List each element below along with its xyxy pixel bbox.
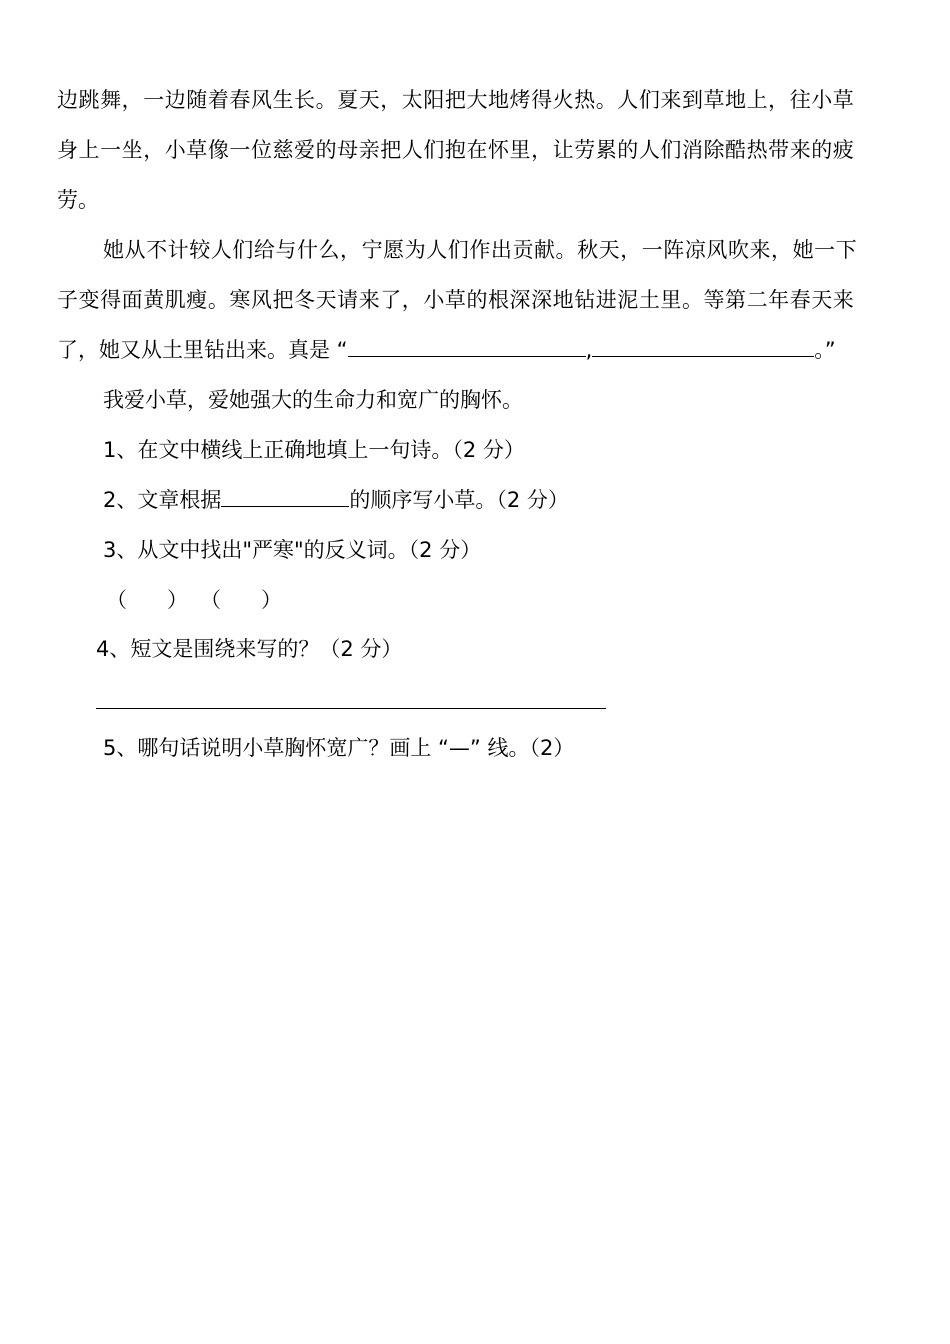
paren-close-1: ） (167, 588, 188, 612)
poem-blank-2[interactable] (592, 336, 814, 357)
passage-p2-line2: 子变得面黄肌瘦。寒风把冬天请来了，小草的根深深地钻进泥土里。等第二年春天来 (57, 288, 855, 312)
question-3: 3、从文中找出"严寒"的反义词。（2 分） (103, 538, 482, 562)
question-2-blank[interactable] (221, 486, 349, 507)
passage-p1-line2: 身上一坐，小草像一位慈爱的母亲把人们抱在怀里，让劳累的人们消除酷热带来的疲 (57, 138, 855, 162)
passage-p1-line1: 边跳舞，一边随着春风生长。夏天，太阳把大地烤得火热。人们来到草地上，往小草 (57, 88, 855, 112)
passage-p2-line3-text: 了，她又从土里钻出来。真是 “ (57, 338, 348, 362)
question-2 (103, 485, 569, 515)
passage-p2-line3 (57, 335, 836, 365)
paren-close-2: ） (261, 588, 282, 612)
poem-closing: 。” (814, 338, 836, 362)
question-2-text-post: 的顺序写小草。（2 分） (349, 488, 569, 512)
question-2-text-pre: 2、文章根据 (103, 488, 222, 512)
paren-open-2: （ (200, 588, 221, 612)
question-4-answer-line[interactable] (96, 708, 606, 709)
question-1: 1、在文中横线上正确地填上一句诗。（2 分） (103, 438, 525, 462)
passage-p2-line1: 她从不计较人们给与什么，宁愿为人们作出贡献。秋天，一阵凉风吹来，她一下 (103, 238, 858, 262)
poem-blank-1[interactable] (348, 336, 586, 357)
question-5: 5、哪句话说明小草胸怀宽广？画上 “—” 线。（2） (103, 736, 575, 760)
paren-open-1: （ (106, 588, 127, 612)
question-3-answer-parens (106, 585, 282, 615)
passage-p1-line3: 劳。 (57, 188, 99, 212)
poem-separator: , (585, 338, 593, 362)
passage-p3-line1: 我爱小草，爱她强大的生命力和宽广的胸怀。 (103, 388, 523, 412)
question-4: 4、短文是围绕来写的？（2 分） (96, 637, 403, 661)
